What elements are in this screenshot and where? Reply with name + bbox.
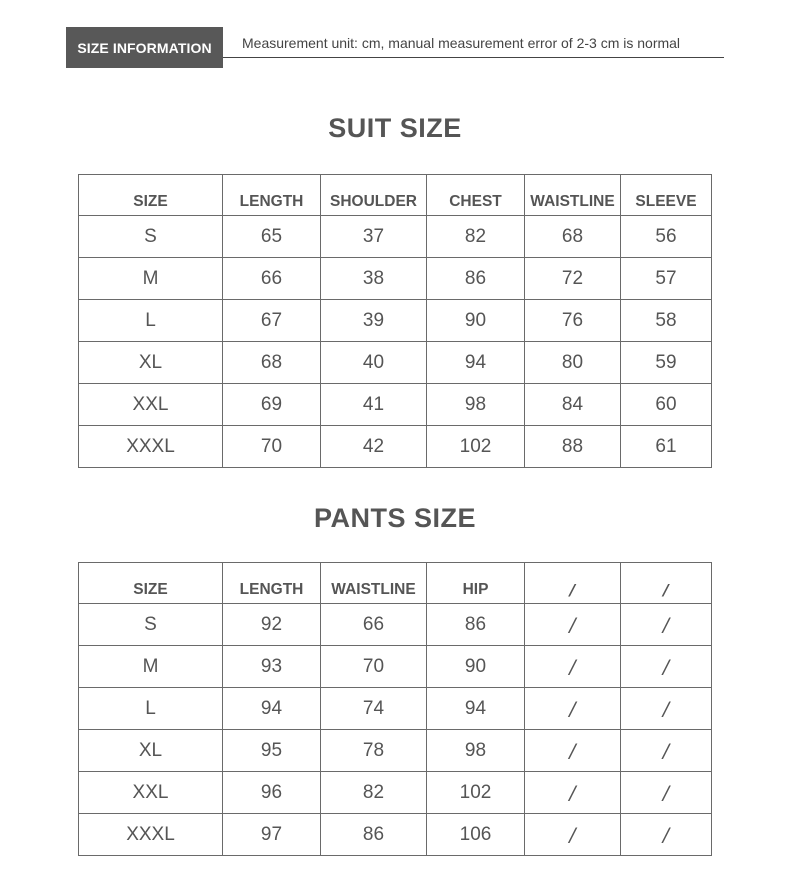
pants-table-cell: 97 xyxy=(223,814,321,856)
pants-col-empty-2: / xyxy=(621,563,712,604)
suit-table-cell: 80 xyxy=(525,342,621,384)
suit-col-length: LENGTH xyxy=(223,175,321,216)
pants-table-cell: 93 xyxy=(223,646,321,688)
suit-table-cell: L xyxy=(79,300,223,342)
pants-table-cell: / xyxy=(621,772,712,814)
pants-table-cell: 90 xyxy=(427,646,525,688)
pants-table-row xyxy=(79,646,712,688)
pants-table-cell: / xyxy=(621,646,712,688)
pants-table-cell: 74 xyxy=(321,688,427,730)
pants-table-row xyxy=(79,814,712,856)
suit-table-cell: 67 xyxy=(223,300,321,342)
suit-col-waistline: WAISTLINE xyxy=(525,175,621,216)
pants-table-cell: 95 xyxy=(223,730,321,772)
suit-table-cell: XXL xyxy=(79,384,223,426)
suit-table-cell: 65 xyxy=(223,216,321,258)
pants-table-cell: 70 xyxy=(321,646,427,688)
suit-table-cell: 68 xyxy=(223,342,321,384)
suit-table-cell: 69 xyxy=(223,384,321,426)
pants-table-cell: 98 xyxy=(427,730,525,772)
suit-table-cell: 98 xyxy=(427,384,525,426)
suit-col-size: SIZE xyxy=(79,175,223,216)
suit-table-cell: S xyxy=(79,216,223,258)
suit-table-cell: 38 xyxy=(321,258,427,300)
header-divider xyxy=(223,57,724,58)
suit-table-cell: 59 xyxy=(621,342,712,384)
suit-table-cell: 37 xyxy=(321,216,427,258)
pants-table-cell: L xyxy=(79,688,223,730)
suit-table-cell: XL xyxy=(79,342,223,384)
pants-table-cell: / xyxy=(621,688,712,730)
suit-size-title: SUIT SIZE xyxy=(328,113,462,143)
suit-table-cell: 41 xyxy=(321,384,427,426)
pants-table-cell: M xyxy=(79,646,223,688)
suit-table-cell: XXXL xyxy=(79,426,223,468)
pants-table-cell: XXL xyxy=(79,772,223,814)
pants-table-cell: 94 xyxy=(223,688,321,730)
suit-table-cell: 90 xyxy=(427,300,525,342)
suit-col-shoulder: SHOULDER xyxy=(321,175,427,216)
pants-table-cell: 78 xyxy=(321,730,427,772)
pants-table-cell: S xyxy=(79,604,223,646)
suit-table-cell: 60 xyxy=(621,384,712,426)
pants-table-cell: / xyxy=(621,814,712,856)
pants-table-cell: 96 xyxy=(223,772,321,814)
suit-table-cell: 66 xyxy=(223,258,321,300)
suit-table-cell: 86 xyxy=(427,258,525,300)
pants-table-row xyxy=(79,730,712,772)
pants-table-cell: XL xyxy=(79,730,223,772)
pants-table-cell: 66 xyxy=(321,604,427,646)
suit-table-cell: 58 xyxy=(621,300,712,342)
pants-col-hip: HIP xyxy=(427,563,525,604)
suit-table-cell: 57 xyxy=(621,258,712,300)
suit-table-cell: 56 xyxy=(621,216,712,258)
suit-table-cell: 76 xyxy=(525,300,621,342)
suit-table-cell: M xyxy=(79,258,223,300)
suit-table-cell: 102 xyxy=(427,426,525,468)
pants-table-cell: / xyxy=(525,772,621,814)
suit-table-cell: 82 xyxy=(427,216,525,258)
size-information-tag: SIZE INFORMATION xyxy=(66,27,223,68)
pants-col-empty-1: / xyxy=(525,563,621,604)
pants-header-row xyxy=(79,563,712,604)
pants-table-cell: / xyxy=(525,814,621,856)
pants-col-waistline: WAISTLINE xyxy=(321,563,427,604)
suit-table-row xyxy=(79,384,712,426)
suit-table-cell: 84 xyxy=(525,384,621,426)
pants-table-cell: 102 xyxy=(427,772,525,814)
pants-table-cell: 106 xyxy=(427,814,525,856)
measurement-note: Measurement unit: cm, manual measurement error of 2-3 cm is normal xyxy=(242,35,681,51)
suit-table-row xyxy=(79,216,712,258)
suit-table-cell: 70 xyxy=(223,426,321,468)
suit-table-row xyxy=(79,258,712,300)
pants-table-cell: 86 xyxy=(321,814,427,856)
pants-table-cell: 86 xyxy=(427,604,525,646)
pants-table-cell: XXXL xyxy=(79,814,223,856)
pants-table-cell: / xyxy=(525,646,621,688)
suit-table-cell: 61 xyxy=(621,426,712,468)
pants-table-cell: / xyxy=(621,730,712,772)
pants-table-cell: 92 xyxy=(223,604,321,646)
suit-col-sleeve: SLEEVE xyxy=(621,175,712,216)
suit-table-row xyxy=(79,426,712,468)
suit-size-table xyxy=(78,174,712,468)
suit-table-cell: 88 xyxy=(525,426,621,468)
pants-col-length: LENGTH xyxy=(223,563,321,604)
pants-table-cell: / xyxy=(525,688,621,730)
pants-table-cell: 94 xyxy=(427,688,525,730)
suit-col-chest: CHEST xyxy=(427,175,525,216)
pants-table-cell: / xyxy=(525,730,621,772)
suit-table-row xyxy=(79,342,712,384)
pants-table-row xyxy=(79,604,712,646)
pants-size-title: PANTS SIZE xyxy=(313,503,477,533)
suit-table-cell: 94 xyxy=(427,342,525,384)
pants-table-row xyxy=(79,772,712,814)
pants-table-row xyxy=(79,688,712,730)
pants-col-size: SIZE xyxy=(79,563,223,604)
pants-table-cell: / xyxy=(525,604,621,646)
suit-table-cell: 72 xyxy=(525,258,621,300)
pants-size-table xyxy=(78,562,712,856)
pants-table-cell: / xyxy=(621,604,712,646)
suit-header-row xyxy=(79,175,712,216)
pants-table-cell: 82 xyxy=(321,772,427,814)
suit-table-cell: 39 xyxy=(321,300,427,342)
suit-table-row xyxy=(79,300,712,342)
suit-table-cell: 68 xyxy=(525,216,621,258)
suit-table-cell: 40 xyxy=(321,342,427,384)
suit-table-cell: 42 xyxy=(321,426,427,468)
size-information-header xyxy=(66,27,724,68)
